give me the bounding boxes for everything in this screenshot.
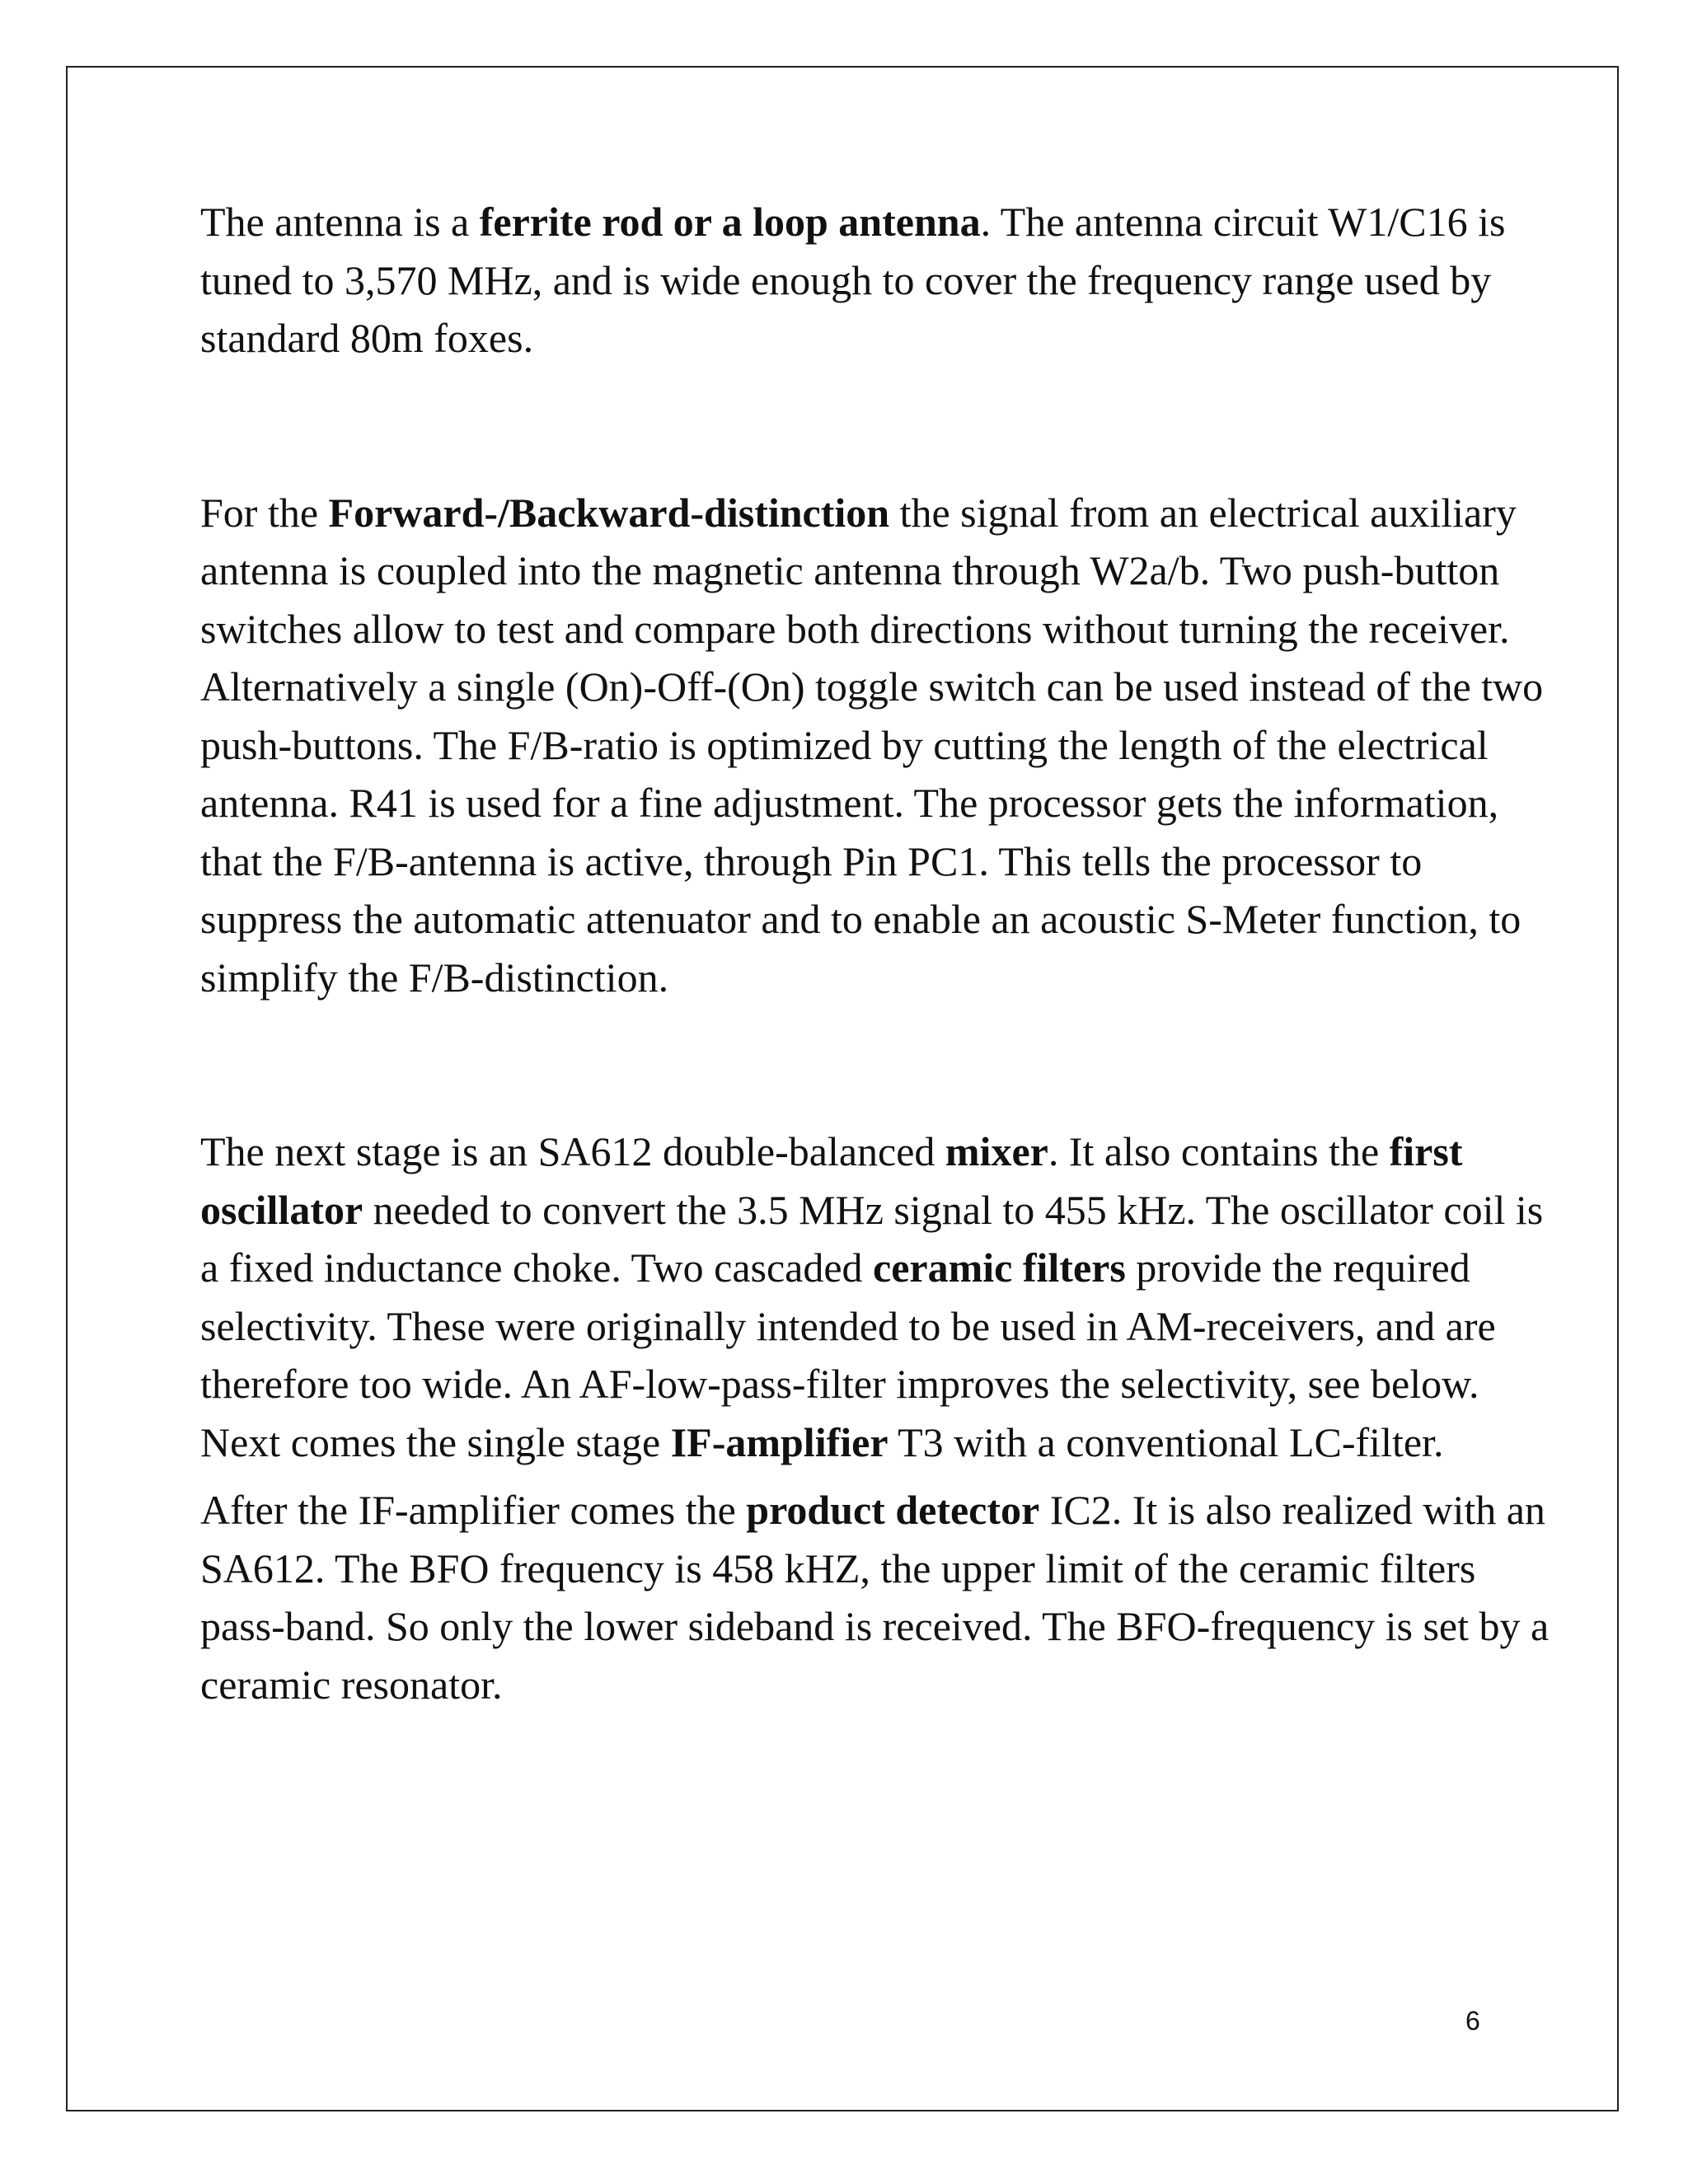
paragraph-spacer — [200, 1006, 1552, 1122]
bold-term-product-detector: product detector — [746, 1487, 1040, 1533]
text-segment: After the IF-amplifier comes the — [200, 1487, 747, 1533]
text-segment: For the — [200, 489, 329, 536]
bold-term-mixer: mixer — [945, 1128, 1048, 1174]
paragraph-spacer — [200, 1471, 1552, 1481]
text-segment: The next stage is an SA612 double-balanced — [200, 1128, 945, 1174]
bold-term-ceramic-filters: ceramic filters — [873, 1244, 1126, 1291]
text-segment: . It also contains the — [1048, 1128, 1390, 1174]
text-segment: T3 with a conventional LC-filter. — [888, 1418, 1444, 1465]
paragraph-forward-backward — [200, 484, 1552, 1007]
paragraph-mixer — [200, 1122, 1552, 1471]
bold-term-forward-backward: Forward-/Backward-distinction — [328, 489, 890, 536]
text-segment: provide the required selectivity. These were originally intended to be used in AM-receivers, and are therefore too wide. An AF-low-pass-filter improves the selectivity, see below. Next comes the single stage — [200, 1244, 1496, 1465]
paragraph-spacer — [200, 368, 1552, 484]
text-segment: the signal from an electrical auxiliary antenna is coupled into the magnetic antenna through W2a/b. Two push-button switches allow to test and compare both directions without turning the receiver. Alternatively a single (On)-Off-(On) toggle switch can be used instead of the two push-buttons. The F/B-ratio is optimized by cutting the length of the electrical antenna. R41 is used for a fine adjustment. The processor gets the information, that the F/B-antenna is active, through Pin PC1. This tells the processor to suppress the automatic attenuator and to enable an acoustic S-Meter function, to simplify the F/B-distinction. — [200, 489, 1544, 1001]
text-segment: . The antenna circuit W1/C16 is tuned to 3,570 MHz, and is wide enough to cover the frequency range used by standard 80m foxes. — [200, 199, 1506, 361]
bold-term-ferrite-rod: ferrite rod or a loop antenna — [479, 199, 981, 245]
document-body — [200, 193, 1552, 1713]
paragraph-product-detector — [200, 1481, 1552, 1713]
text-segment: needed to convert the 3.5 MHz signal to 455 kHz. The oscillator coil is a fixed inductance choke. Two cascaded — [200, 1186, 1544, 1291]
text-segment: The antenna is a — [200, 199, 480, 245]
page-number: 6 — [1465, 2006, 1480, 2036]
bold-term-first-oscillator: first oscillator — [200, 1128, 1463, 1233]
bold-term-if-amplifier: IF-amplifier — [670, 1418, 889, 1465]
text-segment: IC2. It is also realized with an SA612. The BFO frequency is 458 kHZ, the upper limit of the ceramic filters pass-band. So only the lower sideband is received. The BFO-frequency is set by a ceramic resonator. — [200, 1487, 1550, 1708]
paragraph-antenna — [200, 193, 1552, 368]
